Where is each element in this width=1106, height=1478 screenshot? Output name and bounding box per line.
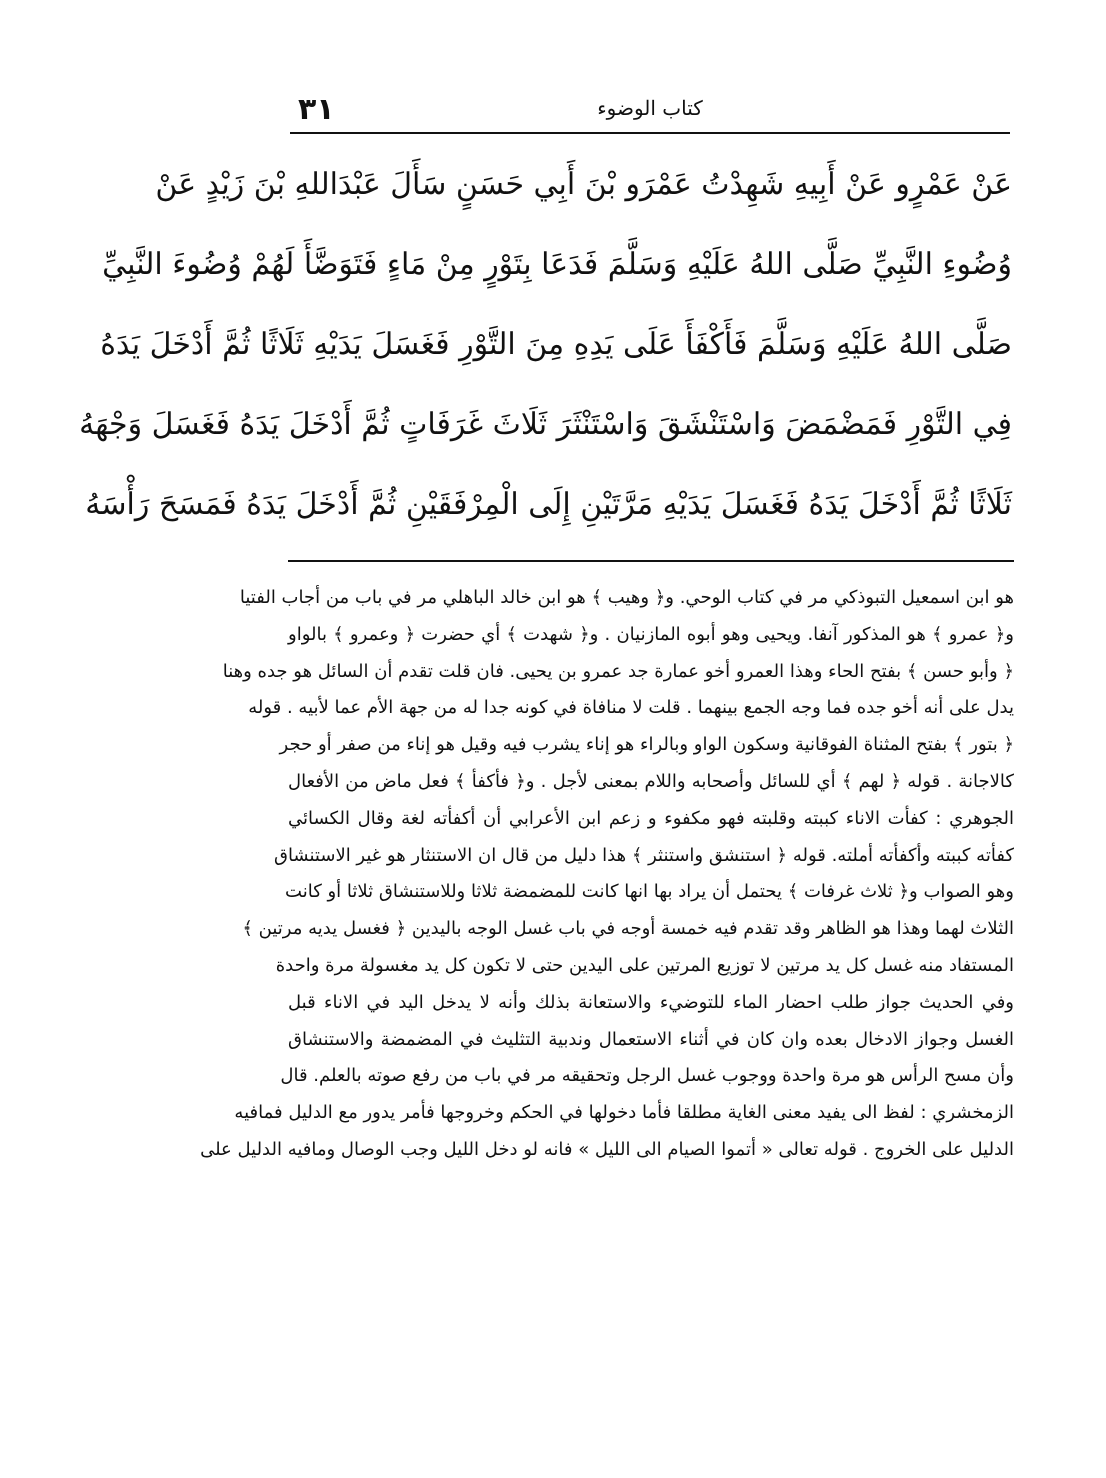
- commentary-line: يدل على أنه أخو جده فما وجه الجمع بينهما . قلت لا منافاة في كونه جدا له من جهة الأم عما لأبيه . قوله: [248, 697, 1014, 719]
- commentary-line: وهو الصواب و﴿ ثلاث غرفات ﴾ يحتمل أن يراد بها انها كانت للمضمضة ثلاثا وللاستنشاق ثلاثا أو كانت: [285, 881, 1014, 903]
- hadith-line: فِي التَّوْرِ فَمَضْمَضَ وَاسْتَنْشَقَ وَاسْتَنْثَرَ ثَلَاثَ غَرَفَاتٍ ثُمَّ أَدْخَلَ يَدَهُ فَغَسَلَ وَجْهَهُ: [79, 407, 1012, 442]
- page-number: ٣١: [298, 92, 335, 127]
- commentary-line: و﴿ عمرو ﴾ هو المذكور آنفا. ويحيى وهو أبوه المازنيان . و﴿ شهدت ﴾ أي حضرت ﴿ وعمرو ﴾ بالواو: [288, 623, 1014, 645]
- commentary-line: هو ابن اسمعيل التبوذكي مر في كتاب الوحي. و﴿ وهيب ﴾ هو ابن خالد الباهلي مر في باب من أجاب الفتيا: [239, 587, 1014, 608]
- page-header: [290, 88, 1010, 138]
- hadith-text: [79, 145, 1012, 545]
- commentary-line: وأن مسح الرأس هو مرة واحدة ووجوب غسل الرجل وتحقيقه مر في باب من رفع صوته بالعلم. قال: [280, 1065, 1014, 1087]
- commentary-text: [200, 580, 1014, 1169]
- commentary-line: الغسل وجواز الادخال بعده وان كان في أثناء الاستعمال وندبية التثليث في المضمضة والاستنشاق: [288, 1028, 1014, 1050]
- commentary-line: وفي الحديث جواز طلب احضار الماء للتوضيء والاستعانة بذلك وأنه لا يدخل اليد في الاناء قبل: [288, 991, 1014, 1013]
- commentary-line: الدليل على الخروج . قوله تعالى « أتموا الصيام الى الليل » فانه لو دخل الليل وجب الوصال ومافيه الدليل على: [200, 1138, 1014, 1160]
- hadith-line: ثَلَاثًا ثُمَّ أَدْخَلَ يَدَهُ فَغَسَلَ يَدَيْهِ مَرَّتَيْنِ إِلَى الْمِرْفَقَيْنِ ثُمَّ أَدْخَلَ يَدَهُ فَمَسَحَ رَأْسَهُ: [85, 487, 1012, 522]
- running-title: كتاب الوضوء: [597, 96, 703, 120]
- commentary-line: الجوهري : كفأت الاناء كببته وقلبته فهو مكفوء و زعم ابن الأعرابي أن أكفأته لغة وقال الكسائي: [288, 807, 1014, 829]
- hadith-line: عَنْ عَمْرٍو عَنْ أَبِيهِ شَهِدْتُ عَمْرَو بْنَ أَبِي حَسَنٍ سَأَلَ عَبْدَاللهِ بْنَ زَيْدٍ عَنْ: [155, 167, 1012, 202]
- header-rule: [290, 132, 1010, 134]
- commentary-line: ﴿ بتور ﴾ بفتح المثناة الفوقانية وسكون الواو وبالراء هو إناء يشرب فيه وقيل هو إناء من صفر أو حجر: [279, 734, 1014, 756]
- hadith-line: وُضُوءِ النَّبِيِّ صَلَّى اللهُ عَلَيْهِ وَسَلَّمَ فَدَعَا بِتَوْرٍ مِنْ مَاءٍ فَتَوَضَّأَ لَهُمْ وُضُوءَ النَّبِيِّ: [102, 247, 1012, 282]
- commentary-line: كالاجانة . قوله ﴿ لهم ﴾ أي للسائل وأصحابه واللام بمعنى لأجل . و﴿ فأكفأ ﴾ فعل ماض من الأفعال: [288, 770, 1014, 792]
- commentary-line: الزمخشري : لفظ الى يفيد معنى الغاية مطلقا فأما دخولها في الحكم وخروجها فأمر يدور مع الدليل فمافيه: [234, 1102, 1014, 1124]
- commentary-line: المستفاد منه غسل كل يد مرتين لا توزيع المرتين على اليدين حتى لا تكون كل يد مغسولة مرة واحدة: [275, 954, 1014, 976]
- section-separator: [288, 560, 1014, 562]
- commentary-line: كفأته كببته وأكفأته أملته. قوله ﴿ استنشق واستنثر ﴾ هذا دليل من قال ان الاستنثار هو غير الاستنشاق: [273, 844, 1014, 866]
- hadith-line: صَلَّى اللهُ عَلَيْهِ وَسَلَّمَ فَأَكْفَأَ عَلَى يَدِهِ مِنَ التَّوْرِ فَغَسَلَ يَدَيْهِ ثَلَاثًا ثُمَّ أَدْخَلَ يَدَهُ: [100, 327, 1012, 362]
- commentary-line: الثلاث لهما وهذا هو الظاهر وقد تقدم فيه خمسة أوجه في باب غسل الوجه باليدين ﴿ فغسل يديه مرتين ﴾: [242, 918, 1014, 940]
- commentary-line: ﴿ وأبو حسن ﴾ بفتح الحاء وهذا العمرو أخو عمارة جد عمرو بن يحيى. فان قلت تقدم أن السائل هو جده وهنا: [222, 660, 1014, 682]
